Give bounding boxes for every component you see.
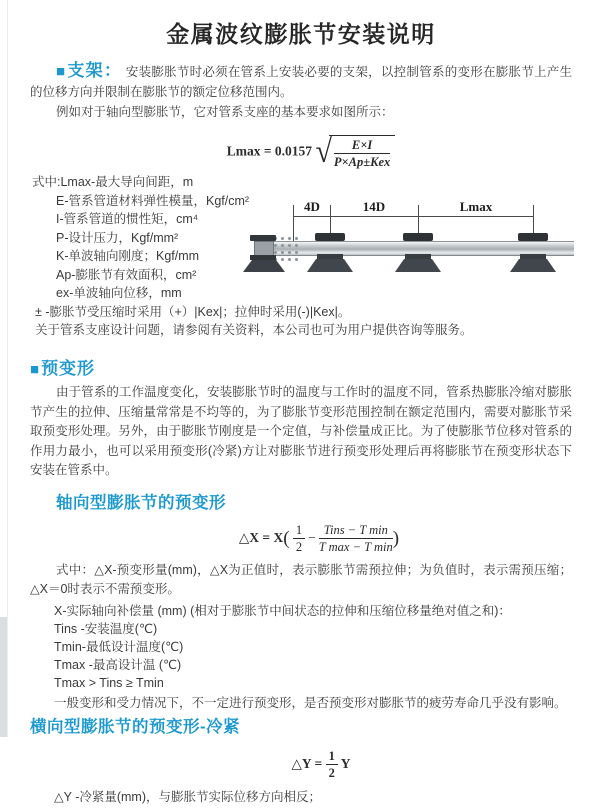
support-base: [395, 259, 441, 272]
section-heading-predeform-row: [30, 354, 572, 379]
fraction-numerator: E×I: [334, 138, 390, 154]
definition-item: I-管系管道的惯性矩，cm⁴: [56, 212, 199, 227]
fraction-denominator: T max − T min: [318, 540, 393, 555]
radical-sign: √: [315, 133, 332, 170]
dimension-label-14d: 14D: [362, 199, 386, 215]
fraction: [319, 523, 393, 555]
square-root: [315, 135, 395, 170]
left-paren: (: [283, 527, 290, 549]
definition-item: Tmax -最高设计温 (℃): [54, 657, 182, 672]
formula-lateral-rhs: Y: [340, 755, 351, 771]
fraction-numerator: 1: [293, 523, 305, 539]
formula-axial-lhs: △X = X: [238, 529, 284, 545]
subheading-axial-predeform: 轴向型膨胀节的预变形: [56, 493, 226, 512]
fraction-numerator: 1: [326, 749, 338, 765]
anchor-support: [246, 235, 286, 273]
definition-item: K-单波轴向刚度；Kgf/mm: [56, 249, 200, 264]
formula-lateral-lhs: △Y =: [291, 755, 323, 771]
section-marker-icon: ■: [30, 361, 41, 379]
formula-definitions: [30, 173, 572, 340]
section-marker-icon: ■: [56, 63, 67, 80]
dimension-line: [293, 216, 533, 217]
dimension-label-lmax: Lmax: [459, 199, 493, 215]
axial-footnote: 一般变形和受力情况下，不一定进行预变形，是否预变形对膨胀节的疲劳寿命几乎没有影响。: [54, 695, 567, 710]
anchor-body: [254, 241, 274, 256]
definition-item: ex-单波轴向位移，mm: [56, 286, 182, 301]
fraction: [293, 523, 305, 555]
support-spacing-diagram: [246, 197, 578, 273]
section-heading-label: 预变形: [41, 359, 96, 379]
anchor-base: [243, 260, 285, 272]
definition-item: X-实际轴向补偿量 (mm) (相对于膨胀节中间状态的拉伸和压缩位移量绝对值之和)：: [54, 603, 511, 618]
definition-item: ± -膨胀节受压缩时采用（+）|Kex|；拉伸时采用(-)|Kex|。: [35, 304, 351, 319]
predeform-paragraph: 由于管系的工作温度变化，安装膨胀节时的温度与工作时的温度不同，管系热膨胀冷缩对膨胀节产生的拉伸、压缩量常常是不均等的，为了膨胀节变形范围控制在额定范围内，需要对膨胀节采取预变形处理。另外，由于膨胀节刚度是一个定值，与补偿量成正比。为了使膨胀节位移对管系的作用力最小，也可以采用预变形(冷紧)方让对膨胀节进行预变形处理后再将膨胀节在预变形状态下安装在管系中。: [30, 385, 572, 478]
fraction: [334, 138, 390, 170]
pipe-support: [306, 233, 354, 273]
page-edge-line: [7, 0, 8, 737]
definition-item: E-管系管道材料弹性模量，Kgf/cm²: [56, 193, 250, 208]
fraction-denominator: 2: [328, 765, 335, 780]
definition-item: 式中:Lmax-最大导向间距，m: [32, 175, 194, 190]
formula-lmax: [40, 135, 582, 170]
support-cap: [315, 233, 345, 241]
definition-item: Ap-膨胀节有效面积，cm²: [56, 267, 197, 282]
support-base: [307, 259, 353, 272]
support-intro-paragraph: [30, 61, 572, 102]
formula-lmax-lhs: Lmax = 0.0157: [226, 142, 313, 158]
subheading-lateral-predeform: 横向型膨胀节的预变形-冷紧: [30, 717, 240, 736]
section-heading-predeform: [30, 359, 95, 378]
definition-item: Tmin-最低设计温度(℃): [54, 639, 184, 654]
section-heading-label: 支架：: [67, 61, 123, 80]
support-cap: [403, 233, 433, 241]
definition-item: Tins -安装温度(℃): [54, 621, 158, 636]
section-heading-support: [56, 61, 122, 80]
definition-item: P-设计压力，Kgf/mm²: [56, 230, 179, 245]
formula-lateral-coldpull: [50, 749, 592, 781]
axial-formula-note: 式中：△X-预变形量(mm)，△X为正值时，表示膨胀节需预拉伸；为负值时，表示需预压缩；△X＝0时表示不需预变形。: [30, 562, 572, 596]
dimension-label-4d: 4D: [304, 199, 320, 215]
formula-axial-predeform: [48, 523, 590, 555]
fraction: [326, 749, 338, 781]
page-title: 金属波纹膨胀节安装说明: [166, 21, 436, 47]
support-base: [510, 259, 556, 272]
support-intro-text: 安装膨胀节时必须在管系上安装必要的支架，以控制管系的变形在膨胀节上产生的位移方向并限制在膨胀节的额定位移范围内。: [30, 65, 572, 99]
definition-item: Tmax > Tins ≥ Tmin: [54, 675, 164, 690]
support-cap: [518, 233, 548, 241]
minus-operator: −: [308, 529, 316, 545]
scan-edge-artifact: [0, 617, 7, 737]
right-paren: ): [392, 527, 400, 549]
definition-item: 关于管系支座设计问题，请参阅有关资料，本公司也可为用户提供咨询等服务。: [35, 323, 473, 338]
fraction-numerator: Tins − T min: [319, 523, 393, 539]
fraction-denominator: 2: [295, 540, 303, 555]
pipe-support: [394, 233, 442, 273]
axial-definitions: [30, 602, 572, 692]
fraction-denominator: P×Ap±Kex: [333, 154, 391, 169]
lateral-note: △Y -冷紧量(mm)，与膨胀节实际位移方向相反；: [54, 790, 322, 805]
support-example-text: 例如对于轴向型膨胀节，它对管系支座的基本要求如图所示：: [56, 105, 394, 119]
pipe-support: [509, 233, 557, 273]
